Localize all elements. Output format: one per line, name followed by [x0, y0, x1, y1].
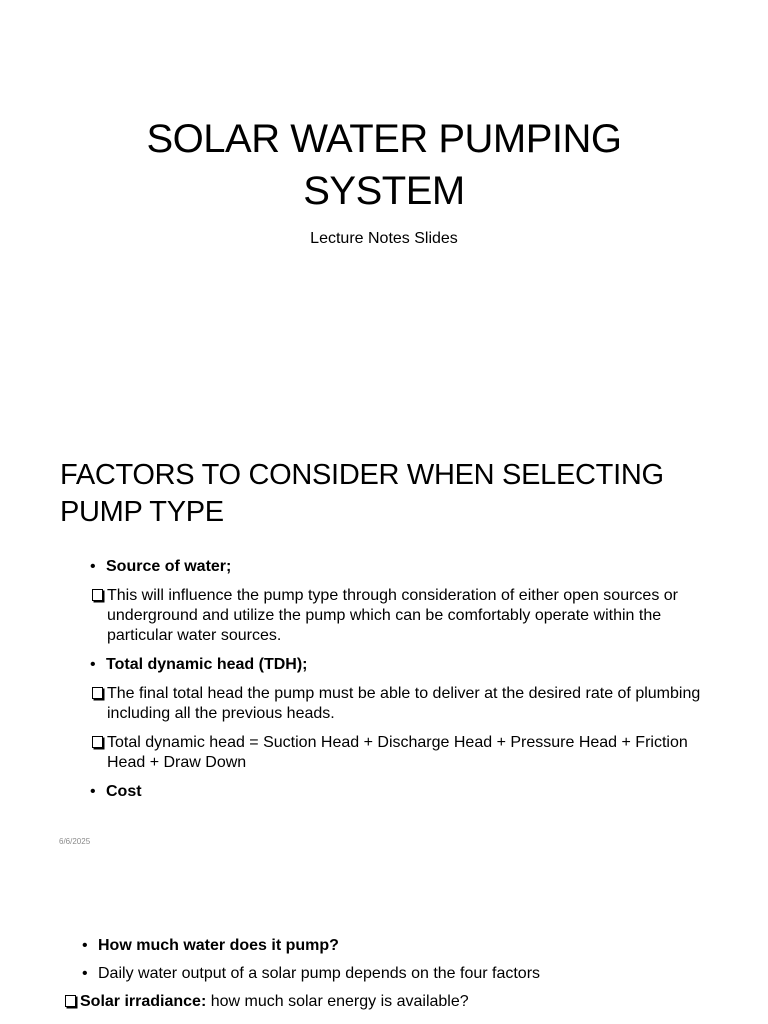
list-item-bold-text: Solar irradiance: — [80, 993, 207, 1010]
list-item — [82, 936, 742, 956]
slide-subtitle: Lecture Notes Slides — [310, 230, 458, 247]
list-item-text: Total dynamic head (TDH); — [106, 656, 308, 673]
water-output-slide — [0, 864, 768, 1024]
checkbox-square-icon — [92, 736, 103, 748]
slide-title — [0, 113, 768, 217]
slide-title-line-1: SOLAR WATER PUMPING — [146, 117, 622, 161]
slide-content — [82, 936, 742, 1021]
list-item — [90, 733, 710, 773]
bullet-icon: • — [90, 558, 96, 575]
slide-heading — [60, 457, 740, 531]
list-item-text: how much solar energy is available? — [206, 993, 469, 1010]
slide-content — [90, 557, 710, 811]
slide-title-line-2: SYSTEM — [303, 169, 465, 213]
checkbox-square-icon — [92, 687, 103, 699]
bullet-icon: • — [82, 937, 88, 954]
checkbox-square-icon — [65, 995, 76, 1007]
list-item-text: How much water does it pump? — [98, 937, 339, 954]
checkbox-square-icon — [92, 589, 103, 601]
list-item — [90, 586, 710, 646]
bullet-icon: • — [90, 656, 96, 673]
list-item-text: Source of water; — [106, 558, 232, 575]
list-item-text: Total dynamic head = Suction Head + Discharge Head + Pressure Head + Friction Head + Draw Down — [107, 734, 688, 771]
list-item — [82, 964, 742, 984]
slide-date: 6/6/2025 — [59, 837, 91, 846]
slide-heading-line-1: FACTORS TO CONSIDER WHEN SELECTING — [60, 459, 664, 491]
bullet-icon: • — [90, 783, 96, 800]
title-slide — [0, 0, 768, 432]
list-item — [90, 782, 710, 802]
list-item — [90, 655, 710, 675]
list-item-text: Cost — [106, 783, 142, 800]
factors-slide — [0, 432, 768, 864]
list-item — [90, 557, 710, 577]
list-item-text: Daily water output of a solar pump depends on the four factors — [98, 965, 541, 982]
list-item — [63, 992, 742, 1012]
list-item — [90, 684, 710, 724]
bullet-icon: • — [82, 965, 88, 982]
slide-heading-line-2: PUMP TYPE — [60, 496, 224, 528]
list-item-text: This will influence the pump type through consideration of either open sources or underground and utilize the pump which can be comfortably operate within the particular water sources. — [107, 587, 678, 644]
list-item-text: The final total head the pump must be able to deliver at the desired rate of plumbing including all the previous heads. — [107, 685, 701, 722]
